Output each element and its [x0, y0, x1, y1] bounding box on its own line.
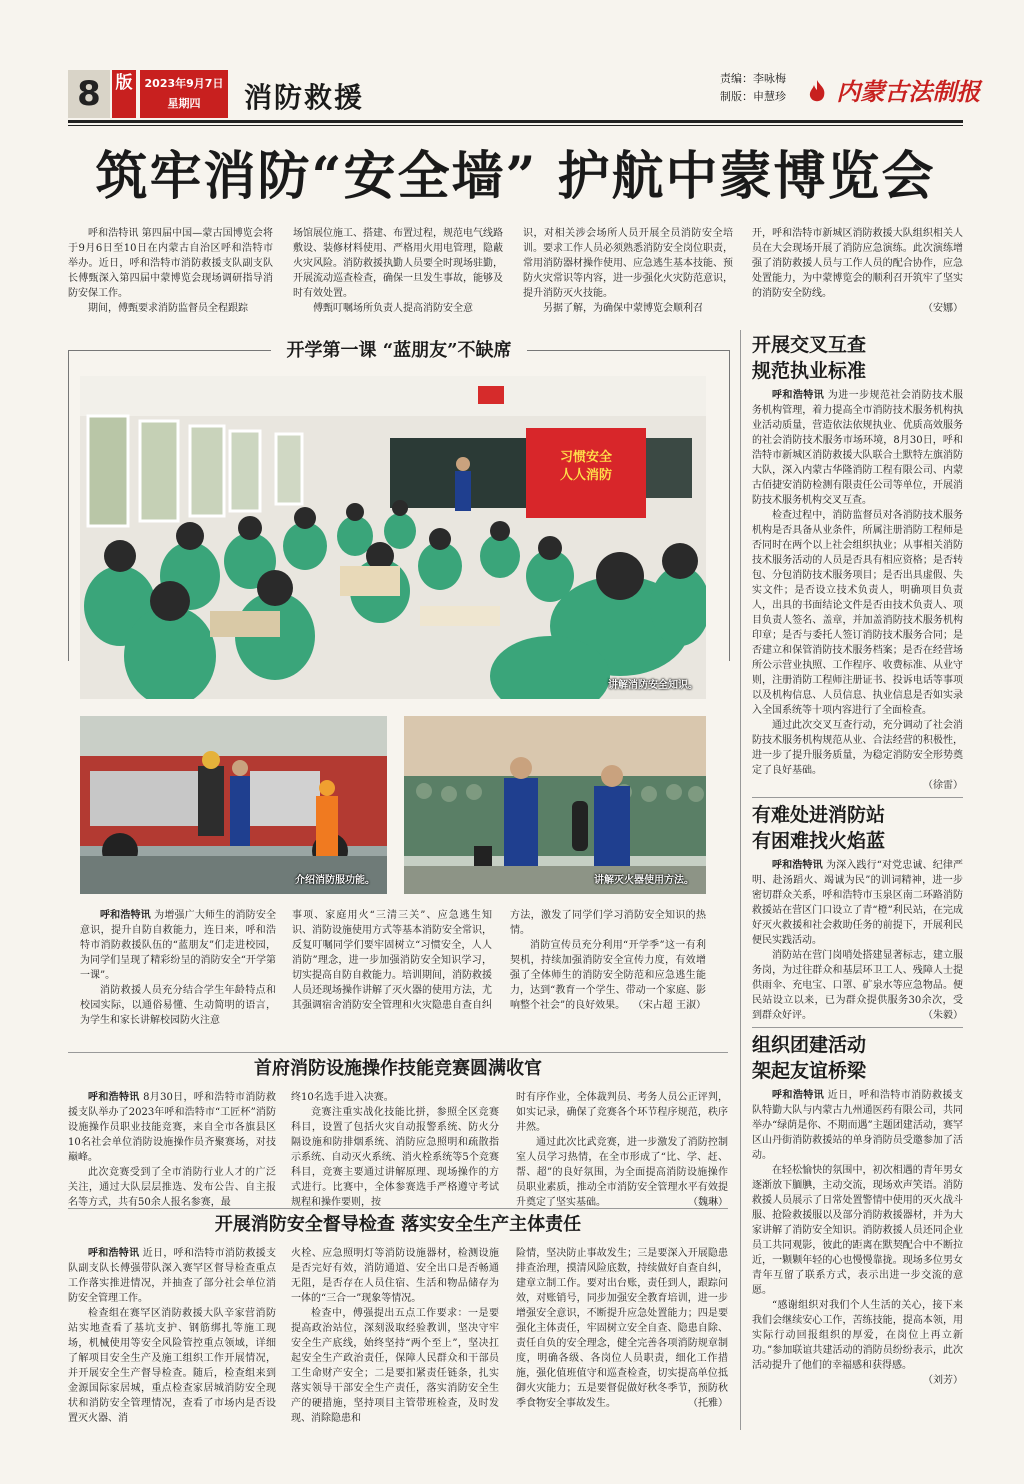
- school-story-title: 开学第一课 “蓝朋友”不缺席: [271, 340, 528, 361]
- inspection-story-col3: [516, 1246, 728, 1411]
- inspection-story-p5: 险情，坚决防止事故发生；三是要深入开展隐患排查治理，摸清风险底数，持续做好自查自纠，建章立制工作。要对出台账，责任到人，跟踪问效，对账销号，同步加强安全教育培训，进一步增强安全意识，不断提升应急处置能力；四是要强化主体责任，牢固树立安全自查、隐患自除、责任自负的安全理念，健全完善各项消防规章制度，明确各级、各岗位人员职责，细化工作措施，强化值班值守和巡查检查，切实提高单位抵御火灾能力；五是要督促做好秋冬季节，预防秋季食物安全事故发生。: [516, 1248, 728, 1409]
- help-station-byline: （朱毅）: [923, 1010, 963, 1021]
- team-building-title-line2: 架起友谊桥梁: [752, 1060, 867, 1082]
- issue-date: 2023年9月7日: [144, 77, 224, 90]
- team-building-body: [752, 1088, 963, 1388]
- right-column-separator: [740, 330, 741, 1430]
- lead-story-col3: [523, 226, 733, 316]
- inspection-story-lead: 呼和浩特讯: [88, 1248, 140, 1259]
- school-story-p1: 为增强广大师生的消防安全意识，提升自防自救能力，连日来，呼和浩特市消防救援队伍的“蓝朋友”们走进校园，为同学们呈现了精彩纷呈的消防安全“开学第一课”。: [80, 910, 276, 981]
- school-story-byline: （宋占超 王淑）: [632, 1000, 706, 1011]
- team-building-byline: （刘芳）: [923, 1375, 963, 1386]
- right-divider-2: [752, 1027, 963, 1028]
- contest-story-p5: 时有序作业，全体裁判员、考务人员公正评判，如实记录，确保了竞赛各个环节程序规范，秩序井然。: [516, 1092, 728, 1133]
- team-building-title-line1: 组织团建活动: [752, 1034, 867, 1056]
- inspection-story-byline: （托雅）: [688, 1398, 728, 1409]
- masthead-rule: [68, 120, 963, 123]
- cross-check-body: [752, 388, 963, 793]
- page-label-text: 版: [115, 73, 133, 93]
- newspaper-name: 内蒙古法制报: [836, 77, 981, 106]
- lead-story-p1: 呼和浩特讯 第四届中国—蒙古国博览会将于9月6日至10日在内蒙古自治区呼和浩特市举办。近日，呼和浩特市消防救援支队副支队长傅甄深入第四届中蒙博览会现场调研指导消防安保工作。: [68, 228, 273, 299]
- contest-story-p4: 竞赛注重实战化技能比拼，参照全区竞赛科目，设置了包括火灾自动报警系统、防火分隔设施和防排烟系统、消防应急照明和疏散指示系统、自动灭火系统、消火栓系统等5个竞赛科目，竞赛主要通过讲解原理、现场操作的方式进行。比赛中，全体参赛选手严格遵守考试规程和操作要则，按: [291, 1107, 499, 1208]
- lead-story-col2: [293, 226, 503, 316]
- help-station-title: [752, 802, 963, 854]
- team-building-p1: 近日，呼和浩特市消防救援支队特勤大队与内蒙古九州通医药有限公司，共同举办“绿荫是你、不期而遇”主题团建活动，赛罕区山丹街消防救援站的单身消防员受邀参加了活动。: [752, 1090, 963, 1161]
- cross-check-title: [752, 332, 963, 384]
- help-station-body: [752, 858, 963, 1023]
- cross-check-byline: （徐雷）: [923, 780, 963, 791]
- cross-check-title-line2: 规范执业标准: [752, 360, 867, 382]
- date-box: [140, 70, 228, 118]
- right-column: [752, 332, 963, 1388]
- page-label: [112, 70, 136, 118]
- inspection-story-title: 开展消防安全督导检查 落实安全生产主体责任: [214, 1214, 582, 1235]
- contest-story-p3: 终10名选手进入决赛。: [291, 1092, 394, 1103]
- main-headline: 筑牢消防“安全墙” 护航中蒙博览会: [95, 146, 936, 207]
- school-story-col3: [510, 908, 706, 1013]
- lead-story-col4: [752, 226, 963, 316]
- contest-story-byline: （魏琳）: [688, 1197, 728, 1208]
- contest-story-p6: 通过此次比武竞赛，进一步激发了消防控制室人员学习热情，在全市形成了“比、学、赶、帮、超”的良好氛围，为全面提高消防设施操作员职业素质，推动全市消防安全管理水平有效提升奠定了坚实基础。: [516, 1137, 728, 1208]
- classroom-photo: [80, 376, 706, 699]
- lead-story-col1: [68, 226, 273, 316]
- help-station-p1: 为深入践行“对党忠诚、纪律严明、赴汤蹈火、竭诚为民”的训词精神，进一步密切群众关系，呼和浩特市玉泉区南二环路消防救援站在营区门口设立了青“橙”利民站，在完成好灭火救援和社会救助任务的前提下，开展利民便民实践活动。: [752, 860, 964, 946]
- school-story-lead: 呼和浩特讯: [100, 910, 151, 921]
- school-story-col2: [292, 908, 492, 1013]
- classroom-illustration: [80, 376, 706, 699]
- cross-check-title-line1: 开展交叉互查: [752, 334, 867, 356]
- school-story-title-wrap: [68, 338, 730, 364]
- lead-story-p5: 识，对相关涉会场所人员开展全员消防安全培训。要求工作人员必须熟悉消防安全岗位职责，常用消防器材操作使用、应急逃生基本技能、预防火灾常识等内容，进一步强化火灾防范意识，提升消防灭火技能。: [523, 228, 733, 299]
- cross-check-p3: 通过此次交叉互查行动，充分调动了社会消防技术服务机构规范从业、合法经营的积极性，进一步了提升服务质量，为稳定消防安全形势奠定了良好基础。: [752, 720, 963, 776]
- extinguisher-illustration: [404, 716, 706, 894]
- inspection-story-col1: [68, 1246, 276, 1426]
- lead-story-p2: 期间，傅甄要求消防监督员全程跟踪: [88, 303, 248, 314]
- school-story-p2: 消防救援人员充分结合学生年龄特点和校园实际，以通俗易懂、生动简明的语言，为学生和家长讲解校园防火注意: [80, 985, 276, 1026]
- contest-story-title: 首府消防设施操作技能竞赛圆满收官: [254, 1058, 542, 1079]
- cross-check-p2: 检查过程中，消防监督员对各消防技术服务机构是否具备从业条件，所属注册消防工程师是否同时在两个以上社会组织执业；从事相关消防技术服务活动的人员是否具有相应资格；是否转包、分包消防技术服务项目；是否出具虚假、失实文件；是否设立技术负责人，明确项目负责人，出具的书面结论文件是否由技术负责人、项目负责人签名、盖章，并加盖消防技术服务机构印章；是否与委托人签订消防技术服务合同；是否建立和保管消防技术服务档案；是否在经营场所公示营业执照、工作程序、收费标准、从业守则，注册消防工程师注册证书、投诉电话等事项以及机构信息、人员信息、执业信息是否如实录入全国系统等十项内容进行了全面检查。: [752, 510, 963, 716]
- contest-story-col3: [516, 1090, 728, 1210]
- inspection-story-p1: 近日，呼和浩特市消防救援支队副支队长傅强带队深入赛罕区督导检查重点工作落实推进情况，并抽查了部分社会单位消防安全管理工作。: [68, 1248, 276, 1304]
- team-building-title: [752, 1032, 963, 1084]
- inspection-story-p2: 检查组在赛罕区消防救援大队辛家营消防站实地查看了基坑支护、钢筋绑扎等施工现场，机械使用等安全风险管控重点领域，详细了解项目安全生产及施工组织工作开展情况，并开展安全生产督导检查。随后，检查组来到金源国际家居城，重点检查家居城消防安全现状和消防安全管理情况，查看了市场内是否设置灭火器、消: [68, 1308, 276, 1424]
- contest-story-p2: 此次竞赛受到了全市消防行业人才的广泛关注，通过大队层层推选、发布公告、自主报名等方式，共有50余人报名参赛，最: [68, 1167, 276, 1208]
- team-building-p3: “感谢组织对我们个人生活的关心，接下来我们会继续安心工作，苦练技能，提高本领，用实际行动回报组织的厚爱，在岗位上再立新功。”参加联谊共建活动的消防员纷纷表示，此次活动提升了他们的幸福感和获得感。: [752, 1300, 963, 1371]
- team-building-lead: 呼和浩特讯: [772, 1090, 825, 1101]
- school-story-p3: 事项、家庭用火“三清三关”、应急逃生知识、消防设施使用方式等基本消防安全常识，反复叮嘱同学们要牢固树立“习惯安全，人人消防”理念，进一步加强消防安全知识学习，切实提高自防自救能力。培训期间，消防救援人员还现场操作讲解了灭火器的使用方法，尤其强调宿舍消防安全管理和火灾隐患自查自纠: [292, 910, 492, 1011]
- slogan-line2: 人人消防: [559, 468, 613, 483]
- lead-story-byline: （安娜）: [923, 303, 963, 314]
- newspaper-logo: [806, 72, 980, 107]
- masthead-rule-thin: [68, 125, 963, 126]
- divider-2: [68, 1208, 728, 1209]
- contest-story-p1: 8月30日，呼和浩特市消防救援支队举办了2023年呼和浩特市“工匠杯”消防设施操作员职业技能竞赛，来自全市各旗县区10名社会单位消防设施操作员齐聚赛场，对技巅峰。: [68, 1092, 277, 1163]
- extinguisher-photo-caption: 讲解灭火器使用方法。: [594, 875, 694, 886]
- help-station-title-line2: 有困难找火焰蓝: [752, 830, 886, 852]
- cross-check-lead: 呼和浩特讯: [772, 390, 825, 401]
- issue-weekday: 星期四: [167, 97, 201, 110]
- contest-story-col1: [68, 1090, 276, 1210]
- editor: 责编：李咏梅: [720, 72, 786, 85]
- firesuit-illustration: [80, 716, 387, 894]
- section-title: 消防救援: [244, 81, 365, 114]
- school-story-p4: 方法，激发了同学们学习消防安全知识的热情。: [510, 910, 706, 936]
- team-building-p2: 在轻松愉快的氛围中，初次相遇的青年男女逐渐放下腼腆，主动交流，现场欢声笑语。消防救援人员展示了日常处置警情中使用的灭火战斗服、抢险救援服以及部分消防救援器材，并为大家讲解了消防安全知识。消防救援人员还同企业员工共同观影，彼此的距离在默契配合中不断拉近，一颗颗年轻的心也慢慢靠拢。现场多位男女青年互留了联系方式，表示出进一步交流的意愿。: [752, 1165, 963, 1296]
- divider-1: [68, 1052, 728, 1053]
- right-divider-1: [752, 797, 963, 798]
- inspection-story-p3: 火栓、应急照明灯等消防设施器材，检测设施是否完好有效，消防通道、安全出口是否畅通无阻，是否存在人员住宿、生活和物品储存为一体的“三合一”现象等情况。: [291, 1248, 499, 1304]
- lead-story-p7: 开，呼和浩特市新城区消防救援大队组织相关人员在大会现场开展了消防应急演练。此次演练增强了消防救援人员与工作人员的配合协作，应急处置能力，为中蒙博览会的顺利召开筑牢了坚实的消防安全防线。: [752, 228, 963, 299]
- classroom-photo-caption: 讲解消防安全知识。: [608, 680, 698, 691]
- producer: 制版：申慧珍: [720, 90, 786, 103]
- help-station-title-line1: 有难处进消防站: [752, 804, 886, 826]
- lead-story-p4: 傅甄叮嘱场所负责人提高消防安全意: [313, 303, 473, 314]
- inspection-story-p4: 检查中，傅强提出五点工作要求：一是要提高政治站位，深刻汲取经验教训，坚决守牢安全生产底线，始终坚持“两个至上”，坚决扛起安全生产政治责任，保障人民群众和干部员工生命财产安全；二是要扣紧责任链条，扎实落实领导干部安全生产责任，落实消防安全生产的硬措施，坚持项目主管带班检查，及时发现、消除隐患和: [291, 1308, 499, 1424]
- lead-story-p6: 另据了解，为确保中蒙博览会顺利召: [543, 303, 703, 314]
- firesuit-photo-caption: 介绍消防服功能。: [295, 875, 375, 886]
- extinguisher-photo: [404, 716, 706, 894]
- inspection-story-col2: [291, 1246, 499, 1426]
- school-story-p5: 消防宣传员充分利用“开学季”这一有利契机，持续加强消防安全宣传力度，有效增强了全体师生的消防安全防范和应急逃生能力，达到“教育一个学生、带动一个家庭、影响整个社会”的良好效果。: [510, 940, 706, 1011]
- slogan-line1: 习惯安全: [559, 450, 613, 465]
- help-station-p2: 消防站在营门岗哨处搭建显著标志，建立服务岗，为过往群众和基层环卫工人、残障人士提供雨伞、充电宝、口罩、矿泉水等应急物品。便民站设立以来，已为群众提供服务30余次，受到群众好评。: [752, 950, 963, 1021]
- lead-story-p3: 场馆展位施工、搭建、布置过程，规范电气线路敷设、装修材料使用、严格用火用电管理，隐蔽火灾风险。消防救援执勤人员要全时现场驻勤，开展流动巡查检查，确保一旦发生事故，能够及时有效处置。: [293, 228, 503, 299]
- help-station-lead: 呼和浩特讯: [772, 860, 823, 871]
- firesuit-photo: [80, 716, 387, 894]
- contest-story-lead: 呼和浩特讯: [88, 1092, 140, 1103]
- contest-story-col2: [291, 1090, 499, 1210]
- editor-credits: [720, 70, 786, 106]
- school-story-col1: [80, 908, 276, 1028]
- flame-logo-icon: [806, 79, 828, 105]
- cross-check-p1: 为进一步规范社会消防技术服务机构管理，着力提高全市消防技术服务机构执业活动质量，营造依法依规执业、优质高效服务的社会消防技术服务市场环境，8月30日，呼和浩特市新城区消防救援大队联合土默特左旗消防大队，深入内蒙古华隆消防工程有限公司、内蒙古佰捷安消防检测有限责任公司等单位，开展消防技术服务机构交叉互查。: [752, 390, 963, 506]
- page-number: 8: [68, 70, 110, 118]
